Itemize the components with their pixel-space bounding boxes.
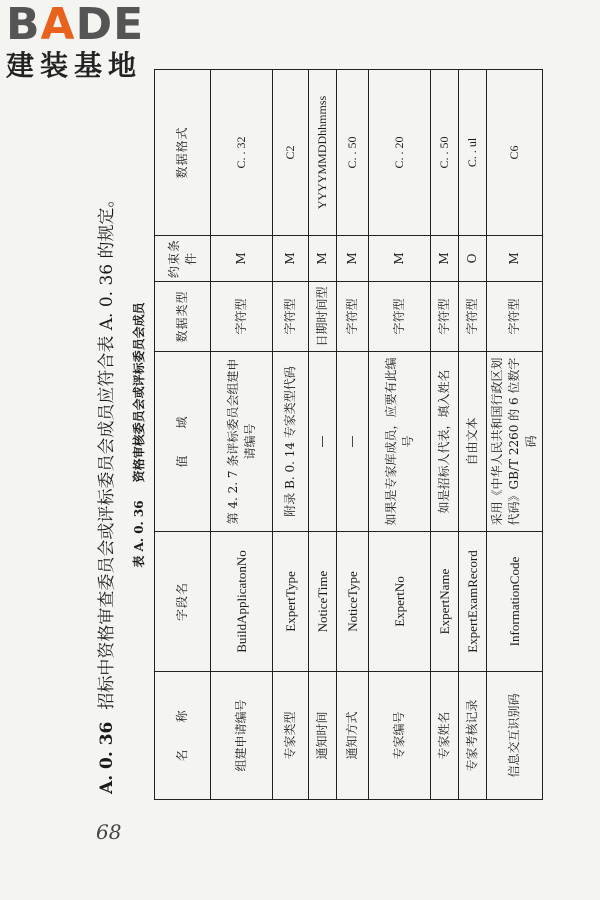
cell-domain: —: [309, 352, 337, 532]
table-row: [431, 70, 459, 800]
cell-domain: —: [337, 352, 369, 532]
cell-name: 专家考核记录: [459, 672, 487, 800]
cell-type: 字符型: [487, 282, 543, 352]
clause-text: [92, 190, 117, 794]
cell-field: ExpertNo: [369, 532, 431, 672]
cell-type: 字符型: [459, 282, 487, 352]
table-row: [459, 70, 487, 800]
page-number: 68: [96, 820, 122, 844]
cell-format: C. . 50: [337, 70, 369, 236]
data-table: [154, 69, 543, 800]
cell-domain: 第 4. 2. 7 条评标委员会组建申请编号: [211, 352, 273, 532]
cell-field: BuildApplicatonNo: [211, 532, 273, 672]
cell-name: 专家编号: [369, 672, 431, 800]
cell-format: C. . ul: [459, 70, 487, 236]
clause-number: A. 0. 36: [97, 721, 117, 794]
table-caption-title: 资格审核委员会或评标委员会成员: [132, 302, 146, 483]
cell-format: C. . 50: [431, 70, 459, 236]
clause-body: 招标中资格审查委员会或评标委员会成员应符合表 A. 0. 36 的规定。: [97, 190, 117, 710]
cell-name: 通知方式: [337, 672, 369, 800]
cell-format: C. . 20: [369, 70, 431, 236]
cell-field: ExpertType: [273, 532, 309, 672]
cell-name: 专家姓名: [431, 672, 459, 800]
cell-name: 组建申请编号: [211, 672, 273, 800]
cell-type: 字符型: [211, 282, 273, 352]
cell-name: 专家类型: [273, 672, 309, 800]
table-row: [211, 70, 273, 800]
cell-domain: 自由文本: [459, 352, 487, 532]
table-row: [369, 70, 431, 800]
cell-name: 信息交互识别码: [487, 672, 543, 800]
cell-field: InformationCode: [487, 532, 543, 672]
cell-field: NoticeTime: [309, 532, 337, 672]
cell-field: ExpertName: [431, 532, 459, 672]
cell-domain: 采用《中华人民共和国行政区划代码》GB/T 2260 的 6 位数字码: [487, 352, 543, 532]
table-header-row: [155, 70, 211, 800]
table-row: [273, 70, 309, 800]
table-caption: [130, 70, 147, 800]
cell-format: YYYYMMDDhhmmss: [309, 70, 337, 236]
table-row: [309, 70, 337, 800]
cell-format: C. . 32: [211, 70, 273, 236]
cell-type: 字符型: [273, 282, 309, 352]
cell-domain: 如是招标人代表，填入姓名: [431, 352, 459, 532]
table-row: [337, 70, 369, 800]
cell-constraint: M: [273, 236, 309, 282]
cell-field: ExpertExamRecord: [459, 532, 487, 672]
cell-constraint: M: [309, 236, 337, 282]
header-name: 名 称: [155, 672, 211, 800]
cell-type: 字符型: [337, 282, 369, 352]
header-domain: 值 域: [155, 352, 211, 532]
header-constraint: 约束条件: [155, 236, 211, 282]
table-row: [487, 70, 543, 800]
cell-type: 字符型: [431, 282, 459, 352]
header-field: 字段名: [155, 532, 211, 672]
cell-field: NoticeType: [337, 532, 369, 672]
cell-domain: 如果是专家库成员，应要有此编号: [369, 352, 431, 532]
cell-constraint: M: [211, 236, 273, 282]
header-type: 数据类型: [155, 282, 211, 352]
table-caption-number: 表 A. 0. 36: [132, 500, 146, 568]
cell-constraint: M: [487, 236, 543, 282]
cell-constraint: M: [369, 236, 431, 282]
cell-name: 通知时间: [309, 672, 337, 800]
cell-domain: 附录 B. 0. 14 专家类型代码: [273, 352, 309, 532]
cell-format: C6: [487, 70, 543, 236]
cell-type: 日期时间型: [309, 282, 337, 352]
cell-type: 字符型: [369, 282, 431, 352]
cell-constraint: M: [337, 236, 369, 282]
cell-constraint: M: [431, 236, 459, 282]
rotated-page-content: [90, 70, 600, 800]
logo-subtitle: 建装基地: [6, 49, 143, 82]
logo-brand: BADE: [6, 0, 145, 50]
header-format: 数据格式: [155, 70, 211, 236]
cell-constraint: O: [459, 236, 487, 282]
cell-format: C2: [273, 70, 309, 236]
